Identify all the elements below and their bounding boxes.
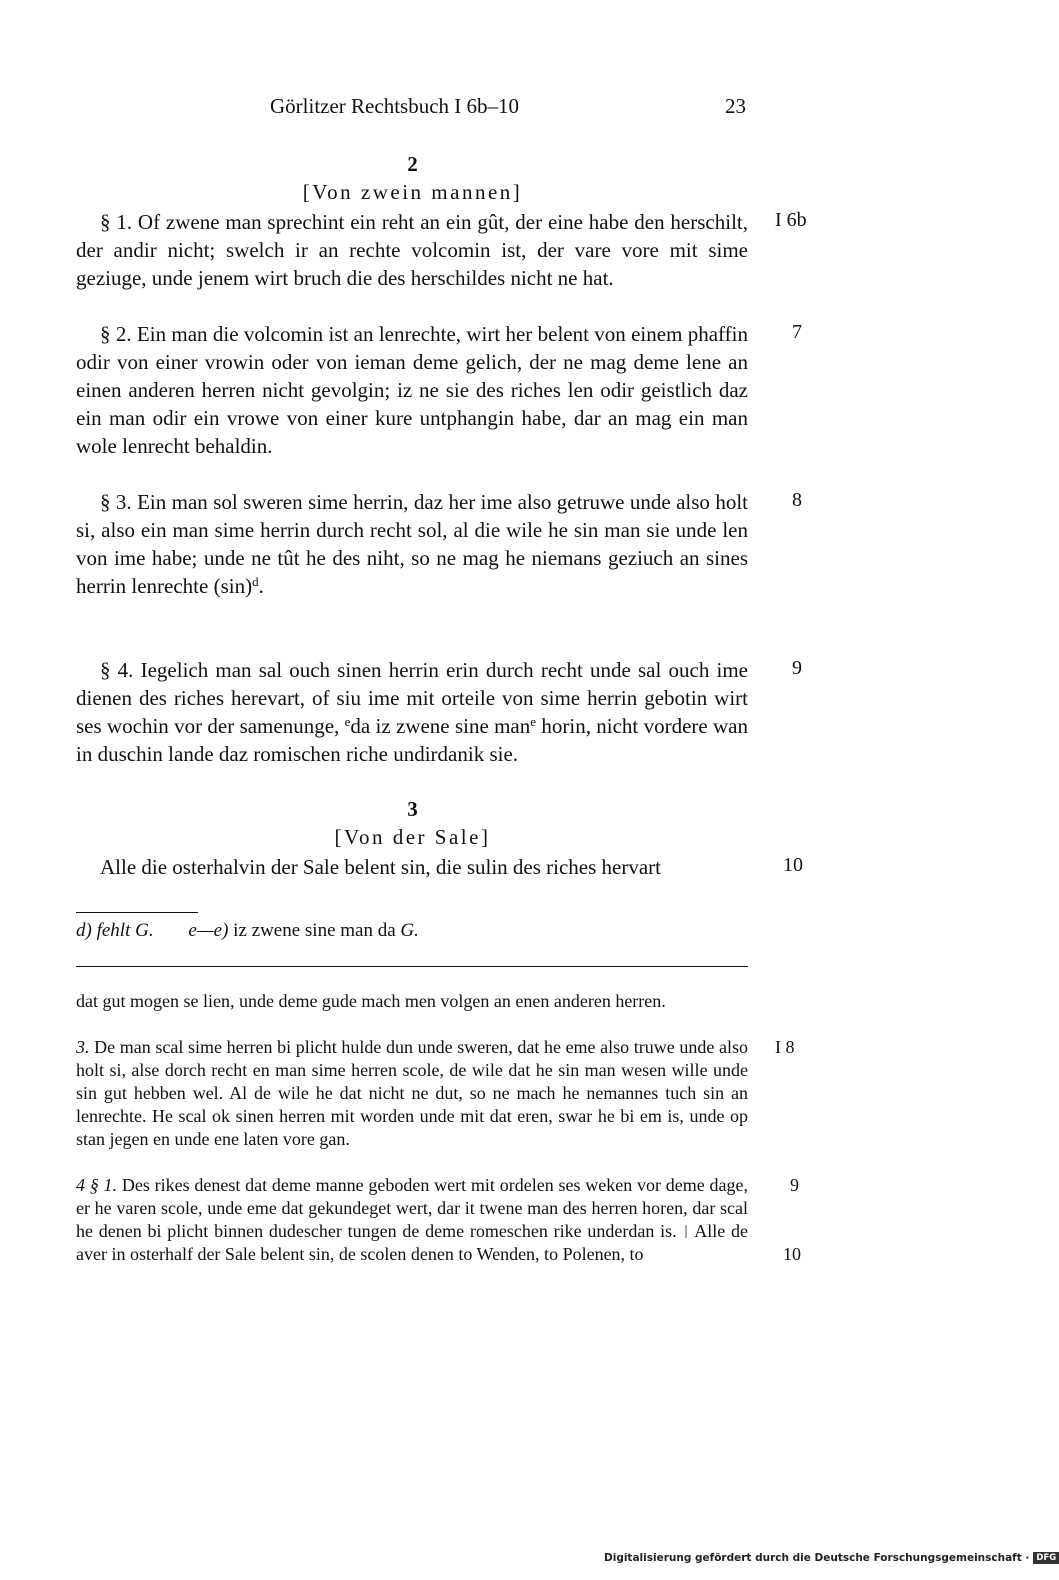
margin-reference: 9	[792, 657, 802, 679]
footnote-line	[76, 920, 419, 942]
chapter-number: 2	[407, 152, 418, 176]
margin-reference: 10	[783, 1244, 801, 1264]
footnote-marker: d	[252, 574, 259, 589]
paragraph-3	[76, 488, 748, 600]
section-separator	[76, 966, 748, 967]
paragraph-text: da iz zwene sine man	[350, 714, 531, 738]
paragraph-text: § 3. Ein man sol sweren sime herrin, daz her ime also getruwe unde also holt si, also ein man sime herrin durch recht sol, al die wile he sin man sie unde len von ime habe; unde ne tût he des niht, so ne mag he niemans geziuch an sines herrin lenrechte (sin)	[76, 490, 748, 598]
margin-reference: I 6b	[775, 209, 807, 231]
chapter-title: [Von der Sale]	[334, 825, 491, 849]
footnote-marker: e	[344, 714, 351, 729]
funding-note	[604, 1552, 1059, 1564]
footnote-siglum: G.	[400, 920, 419, 941]
paragraph-4	[76, 656, 748, 768]
footnote-rule	[76, 912, 198, 913]
parallel-text-block: dat gut mogen se lien, unde deme gude mach men volgen an enen anderen herren.	[76, 991, 666, 1011]
footnote-mark: e—e)	[188, 920, 229, 941]
section-lead: 3.	[76, 1037, 90, 1057]
dfg-logo: DFG	[1033, 1552, 1059, 1564]
chapter-title: [Von zwein mannen]	[302, 180, 523, 204]
section-lead: 4 § 1.	[76, 1175, 118, 1195]
parallel-text: Alle de aver in osterhalf der Sale belent sin, de scolen denen to Wenden, to Polenen, to	[76, 1221, 749, 1264]
funding-text: Digitalisierung gefördert durch die Deutsche Forschungsgemeinschaft ·	[604, 1552, 1030, 1564]
paragraph-1: § 1. Of zwene man sprechint ein reht an ein gût, der eine habe den herschilt, der andir nicht; swelch ir an rechte volcomin ist, der vare vore mit sime geziuge, unde jenem wirt bruch die des herschildes nicht ne hat.	[76, 210, 748, 290]
parallel-text-block	[76, 1036, 748, 1151]
paragraph-5: Alle die osterhalvin der Sale belent sin, die sulin des riches hervart	[100, 855, 662, 879]
footnote-marker: e	[530, 714, 537, 729]
parallel-text: De man scal sime herren bi plicht hulde dun unde sweren, dat he eme also truwe unde also holt si, alse dorch recht en man sime herren scole, de wile dat he sin man wesen wille unde sin gut hebben wel. Al de wile he dat nicht ne dut, so ne mach he nemannes tuch sin an lenrechte. He scal ok sinen herren mit worden unde mit dat eren, swar he bi em is, unde op stan jegen en unde ene laten vore gan.	[76, 1037, 749, 1149]
parallel-text-block	[76, 1174, 748, 1266]
running-title: Görlitzer Rechtsbuch I 6b–10	[270, 94, 520, 118]
paragraph-text: horin, nicht vordere wan in duschin lande daz romischen riche undirdanik sie.	[76, 714, 749, 766]
page-number: 23	[725, 94, 746, 118]
paragraph-2: § 2. Ein man die volcomin ist an lenrechte, wirt her belent von einem phaffin odir von einer vrowin oder von ieman deme gelich, der ne mag deme lene an einen anderen herren nicht gevolgin; iz ne sie des riches len odir geistlich daz ein man odir ein vrowe von einer kure untphangin habe, dar an mag ein man wole lenrecht behaldin.	[76, 322, 748, 458]
footnote-text: iz zwene sine man da	[233, 920, 396, 941]
margin-reference: 9	[790, 1175, 799, 1195]
paragraph-text: § 4. Iegelich man sal ouch sinen herrin erin durch recht unde sal ouch ime dienen des riches herevart, of siu ime mit orteile von sime herrin gebotin wirt ses wochin vor der samenunge,	[76, 658, 748, 738]
footnote-mark: d)	[76, 920, 92, 941]
paragraph-text: .	[258, 574, 264, 598]
margin-reference: I 8	[775, 1037, 795, 1057]
parallel-text: Des rikes denest dat deme manne geboden wert mit ordelen ses weken vor deme dage, er he varen scole, unde eme dat gekundeget wert, dar it twene man des herren horen, dar scal he denen bi plicht binnen dudescher tungen de deme romeschen rike underdan is.	[76, 1175, 749, 1241]
margin-reference: 8	[792, 489, 802, 511]
chapter-number: 3	[407, 797, 418, 821]
footnote-text: fehlt G.	[96, 920, 154, 941]
margin-reference: 7	[792, 321, 802, 343]
line-marker: |	[684, 1223, 688, 1239]
margin-reference: 10	[783, 854, 803, 876]
